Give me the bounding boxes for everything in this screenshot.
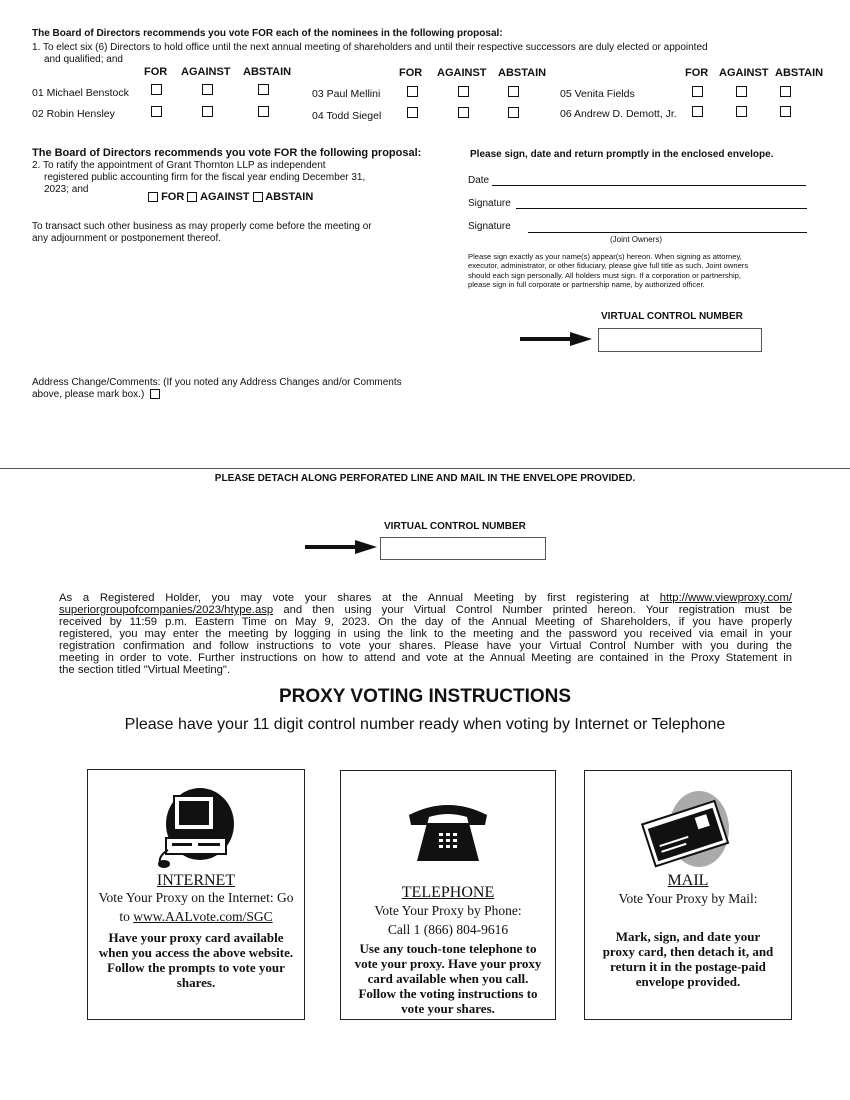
col-abstain-2: ABSTAIN xyxy=(498,67,547,79)
virtual-control-number-label-top: VIRTUAL CONTROL NUMBER xyxy=(601,311,743,322)
joint-owners-label: (Joint Owners) xyxy=(610,235,663,244)
nominee-02: 02 Robin Hensley xyxy=(32,108,115,120)
nominee-02-against-checkbox[interactable] xyxy=(202,106,213,117)
registration-link-cont[interactable]: superiorgroupofcompanies/2023/htype.asp xyxy=(59,604,274,616)
telephone-icon xyxy=(405,799,491,863)
telephone-panel xyxy=(340,770,556,1020)
internet-instruction-line: Follow the prompts to vote your xyxy=(107,960,285,975)
proposal-2-for-label: FOR xyxy=(161,191,185,203)
nominee-05-abstain-checkbox[interactable] xyxy=(780,86,791,97)
nominee-03-for-checkbox[interactable] xyxy=(407,86,418,97)
nominee-03-against-checkbox[interactable] xyxy=(458,86,469,97)
nominee-05-for-checkbox[interactable] xyxy=(692,86,703,97)
registered-holder-text: the section titled "Virtual Meeting". xyxy=(59,664,231,676)
internet-instructions xyxy=(88,930,304,990)
nominee-02-for-checkbox[interactable] xyxy=(151,106,162,117)
nominee-04-abstain-checkbox[interactable] xyxy=(508,107,519,118)
date-label: Date xyxy=(468,175,490,186)
computer-icon xyxy=(154,786,240,870)
registered-holder-text: meeting in order to vote. Further instructions on how to attend and vote at the Annual Meeting are contained in the Proxy Statement in xyxy=(59,652,792,664)
signing-instructions xyxy=(468,252,818,289)
proposal-2-vote-options xyxy=(148,191,313,203)
col-against-2: AGAINST xyxy=(437,67,487,79)
registered-holder-text: received by 11:59 p.m. Eastern Time on May 9, 2023. On the day of the Annual Meeting of Shareholders, if you have properly xyxy=(59,616,792,628)
telephone-instruction-line: Follow the voting instructions to xyxy=(358,986,538,1001)
telephone-instructions xyxy=(341,941,555,1016)
address-change-text: above, please mark box.) xyxy=(32,389,145,400)
col-against-1: AGAINST xyxy=(181,66,231,78)
proposal-1-text: 1. To elect six (6) Directors to hold office until the next annual meeting of shareholders and until their respective successors are duly elected or appointed xyxy=(32,42,708,53)
mail-instruction-line: proxy card, then detach it, and xyxy=(602,944,774,959)
nominee-03-abstain-checkbox[interactable] xyxy=(508,86,519,97)
nominee-01-against-checkbox[interactable] xyxy=(202,84,213,95)
signing-instructions-line: executor, administrator, or other fiduciary, please give full title as such. Joint owners xyxy=(468,261,749,271)
envelope-icon xyxy=(637,789,737,873)
signature-2-label: Signature xyxy=(468,221,511,232)
proposal-2-against-label: AGAINST xyxy=(200,191,250,203)
mail-instruction-line: Mark, sign, and date your xyxy=(615,929,761,944)
nominee-04-against-checkbox[interactable] xyxy=(458,107,469,118)
other-business-line1: To transact such other business as may properly come before the meeting or xyxy=(32,221,372,232)
arrow-right-icon xyxy=(305,540,377,554)
col-against-3: AGAINST xyxy=(719,67,769,79)
telephone-instruction-line: vote your proxy. Have your proxy xyxy=(354,956,542,971)
address-change-line1: Address Change/Comments: (If you noted any Address Changes and/or Comments xyxy=(32,377,402,388)
telephone-instruction-line: card available when you call. xyxy=(367,971,529,986)
sign-date-heading: Please sign, date and return promptly in the enclosed envelope. xyxy=(470,149,774,160)
proposal-1-heading: The Board of Directors recommends you vote FOR each of the nominees in the following proposal: xyxy=(32,28,503,39)
signature-line[interactable] xyxy=(516,208,807,209)
signing-instructions-line: Please sign exactly as your name(s) appear(s) hereon. When signing as attorney, xyxy=(468,252,742,261)
nominee-05-against-checkbox[interactable] xyxy=(736,86,747,97)
nominee-02-abstain-checkbox[interactable] xyxy=(258,106,269,117)
registration-link[interactable]: http://www.viewproxy.com/ xyxy=(659,592,792,604)
nominee-03: 03 Paul Mellini xyxy=(312,88,381,100)
proposal-2-line3: 2023; and xyxy=(44,184,89,195)
col-for-2: FOR xyxy=(399,67,423,79)
telephone-instruction-line: vote your shares. xyxy=(401,1001,495,1016)
col-for-1: FOR xyxy=(144,66,168,78)
nominee-01-abstain-checkbox[interactable] xyxy=(258,84,269,95)
mail-title: MAIL xyxy=(667,872,709,889)
telephone-number: Call 1 (866) 804-9616 xyxy=(387,922,509,937)
nominee-06-against-checkbox[interactable] xyxy=(736,106,747,117)
address-change-line2 xyxy=(32,389,160,401)
virtual-control-number-label-bottom: VIRTUAL CONTROL NUMBER xyxy=(384,521,526,532)
registered-holder-paragraph xyxy=(59,592,792,676)
arrow-right-icon xyxy=(520,332,592,346)
virtual-control-number-box-top xyxy=(598,328,762,352)
proposal-2-line1: 2. To ratify the appointment of Grant Thornton LLP as independent xyxy=(32,160,326,171)
proposal-2-abstain-checkbox[interactable] xyxy=(253,192,263,202)
internet-instruction-line: shares. xyxy=(176,975,216,990)
internet-line2-prefix: to xyxy=(119,909,134,924)
internet-instruction-line: Have your proxy card available xyxy=(108,930,284,945)
mail-instruction-line: envelope provided. xyxy=(635,974,741,989)
proposal-2-against-checkbox[interactable] xyxy=(187,192,197,202)
nominee-01: 01 Michael Benstock xyxy=(32,87,129,99)
nominee-06-abstain-checkbox[interactable] xyxy=(780,106,791,117)
mail-instructions xyxy=(585,929,791,989)
registered-holder-text: registration confirmation and follow instructions to vote your shares. Please have your Virtual Control Number with you during the xyxy=(59,640,792,652)
nominee-04-for-checkbox[interactable] xyxy=(407,107,418,118)
col-abstain-1: ABSTAIN xyxy=(243,66,292,78)
nominee-06-for-checkbox[interactable] xyxy=(692,106,703,117)
telephone-instruction-line: Use any touch-tone telephone to xyxy=(359,941,537,956)
proposal-2-for-checkbox[interactable] xyxy=(148,192,158,202)
internet-line2 xyxy=(88,908,304,926)
signature-2-line[interactable] xyxy=(528,232,807,233)
col-for-3: FOR xyxy=(685,67,709,79)
proposal-2-line2: registered public accounting firm for the fiscal year ending December 31, xyxy=(44,172,366,183)
internet-line1: Vote Your Proxy on the Internet: Go xyxy=(98,890,294,905)
signing-instructions-line: should each sign personally. All holders must sign. If a corporation or partnership, xyxy=(468,270,741,280)
detach-notice: PLEASE DETACH ALONG PERFORATED LINE AND MAIL IN THE ENVELOPE PROVIDED. xyxy=(214,473,636,484)
nominee-04: 04 Todd Siegel xyxy=(312,110,382,122)
internet-vote-link[interactable]: www.AALvote.com/SGC xyxy=(133,909,273,924)
registered-holder-text: registered, you may enter the meeting by logging in using the link to the meeting and the password you received via email in your xyxy=(59,628,792,640)
telephone-line1: Vote Your Proxy by Phone: xyxy=(374,903,522,918)
internet-instruction-line: when you access the above website. xyxy=(98,945,294,960)
proposal-2-heading: The Board of Directors recommends you vote FOR the following proposal: xyxy=(32,147,422,159)
proposal-1-text-cont: and qualified; and xyxy=(44,54,123,65)
address-change-checkbox[interactable] xyxy=(150,389,160,399)
internet-title: INTERNET xyxy=(156,872,236,889)
perforated-line xyxy=(0,468,850,469)
other-business-line2: any adjournment or postponement thereof. xyxy=(32,233,222,244)
internet-panel xyxy=(87,769,305,1020)
nominee-06: 06 Andrew D. Demott, Jr. xyxy=(560,108,677,120)
col-abstain-3: ABSTAIN xyxy=(775,67,824,79)
registered-holder-text: and then using your Virtual Control Number printed hereon. Your registration must be xyxy=(283,604,792,616)
nominee-01-for-checkbox[interactable] xyxy=(151,84,162,95)
virtual-control-number-box-bottom xyxy=(380,537,546,560)
telephone-title: TELEPHONE xyxy=(401,884,495,901)
mail-line1: Vote Your Proxy by Mail: xyxy=(618,891,758,906)
proxy-voting-subtitle: Please have your 11 digit control number ready when voting by Internet or Telephone xyxy=(124,716,726,733)
date-line[interactable] xyxy=(492,185,806,186)
proxy-voting-title: PROXY VOTING INSTRUCTIONS xyxy=(278,686,572,707)
proposal-2-abstain-label: ABSTAIN xyxy=(265,191,314,203)
signing-instructions-line: please sign in full corporate or partnership name, by authorized officer. xyxy=(468,279,705,289)
signature-label: Signature xyxy=(468,198,511,209)
mail-instruction-line: return it in the postage-paid xyxy=(610,959,766,974)
nominee-05: 05 Venita Fields xyxy=(560,88,635,100)
registered-holder-text: As a Registered Holder, you may vote your shares at the Annual Meeting by first registering at xyxy=(59,592,650,604)
mail-panel xyxy=(584,770,792,1020)
